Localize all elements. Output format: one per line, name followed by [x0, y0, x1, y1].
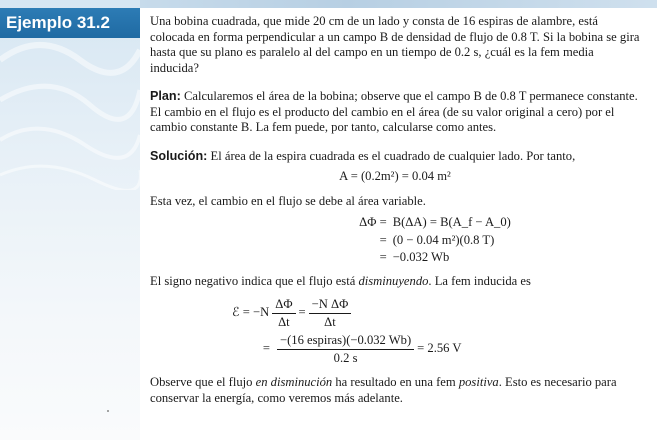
top-band-decoration	[140, 0, 657, 8]
flux-row-3-rhs: −0.032 Wb	[392, 250, 450, 264]
flux-row-2-rhs: (0 − 0.04 m²)(0.8 T)	[392, 232, 495, 247]
bullet-mark	[107, 410, 109, 412]
sidebar-decoration	[0, 0, 140, 440]
text4-emphasis-2: positiva	[458, 375, 499, 389]
area-equation: A = (0.2m²) = 0.04 m²	[339, 169, 451, 183]
solution-text-4	[150, 375, 640, 406]
text4-c: . Esto es necesario para conservar la energía, como veremos más adelante.	[150, 375, 617, 405]
equals-sign: =	[298, 305, 306, 320]
solution-paragraph	[150, 149, 640, 165]
flux-row-1-lhs: ΔΦ =	[359, 215, 387, 229]
equals-sign: =	[262, 341, 270, 356]
fem-result: = 2.56 V	[417, 341, 462, 356]
fraction-numerator: −N ΔΦ	[309, 297, 352, 314]
example-content	[150, 14, 640, 406]
fraction-denominator: Δt	[324, 314, 336, 329]
flux-row-3-lhs: =	[379, 250, 387, 264]
text4-a: Observe que el flujo	[150, 375, 256, 389]
flux-row-1-rhs: B(ΔA) = B(A_f − A_0)	[392, 215, 511, 229]
fem-lhs: ℰ = −N	[232, 305, 270, 320]
solution-text-2: Esta vez, el cambio en el flujo se debe al área variable.	[150, 193, 426, 208]
solution-text-1: El área de la espira cuadrada es el cuadrado de cualquier lado. Por tanto,	[210, 148, 576, 163]
fraction-numerator: −(16 espiras)(−0.032 Wb)	[277, 333, 414, 350]
fem-row-2	[232, 331, 640, 367]
text4-b: ha resultado en una fem	[332, 375, 459, 389]
solution-label: Solución:	[150, 148, 208, 163]
solution-text-3	[150, 274, 640, 290]
text3-after: . La fem inducida es	[428, 273, 531, 288]
fraction-values	[277, 333, 414, 366]
fraction-ndphi-dt	[309, 297, 352, 330]
fem-row-1	[232, 295, 640, 331]
fraction-denominator: Δt	[278, 314, 290, 329]
fem-equation	[232, 295, 640, 367]
fraction-denominator: 0.2 s	[333, 350, 358, 365]
plan-paragraph	[150, 89, 640, 136]
text3-before: El signo negativo indica que el flujo está	[150, 273, 359, 288]
wave-decoration-icon	[0, 20, 140, 190]
plan-text: Calcularemos el área de la bobina; observe que el campo B de 0.8 T permanece constante. El cambio en el flujo es el producto del cambio en el área (de su valor original a cero) por el cambio constante B. La fem puede, por tanto, calcularse como antes.	[150, 89, 638, 134]
fraction-dphi-dt	[272, 297, 295, 330]
text3-emphasis: disminuyendo	[358, 273, 429, 288]
flux-equation	[230, 215, 640, 266]
example-label: Ejemplo 31.2	[0, 8, 140, 38]
plan-label: Plan:	[150, 89, 181, 103]
text4-emphasis-1: en disminución	[255, 375, 333, 389]
flux-row-2-lhs: =	[379, 232, 387, 247]
problem-text: Una bobina cuadrada, que mide 20 cm de un lado y consta de 16 espiras de alambre, está colocada en forma perpendicular a un campo B de densidad de flujo de 0.8 T. Si la bobina se gira hasta que su plano es paralelo al del campo en un tiempo de 0.2 s, ¿cuál es la fem media inducida?	[150, 14, 640, 75]
fraction-numerator: ΔΦ	[272, 297, 295, 314]
